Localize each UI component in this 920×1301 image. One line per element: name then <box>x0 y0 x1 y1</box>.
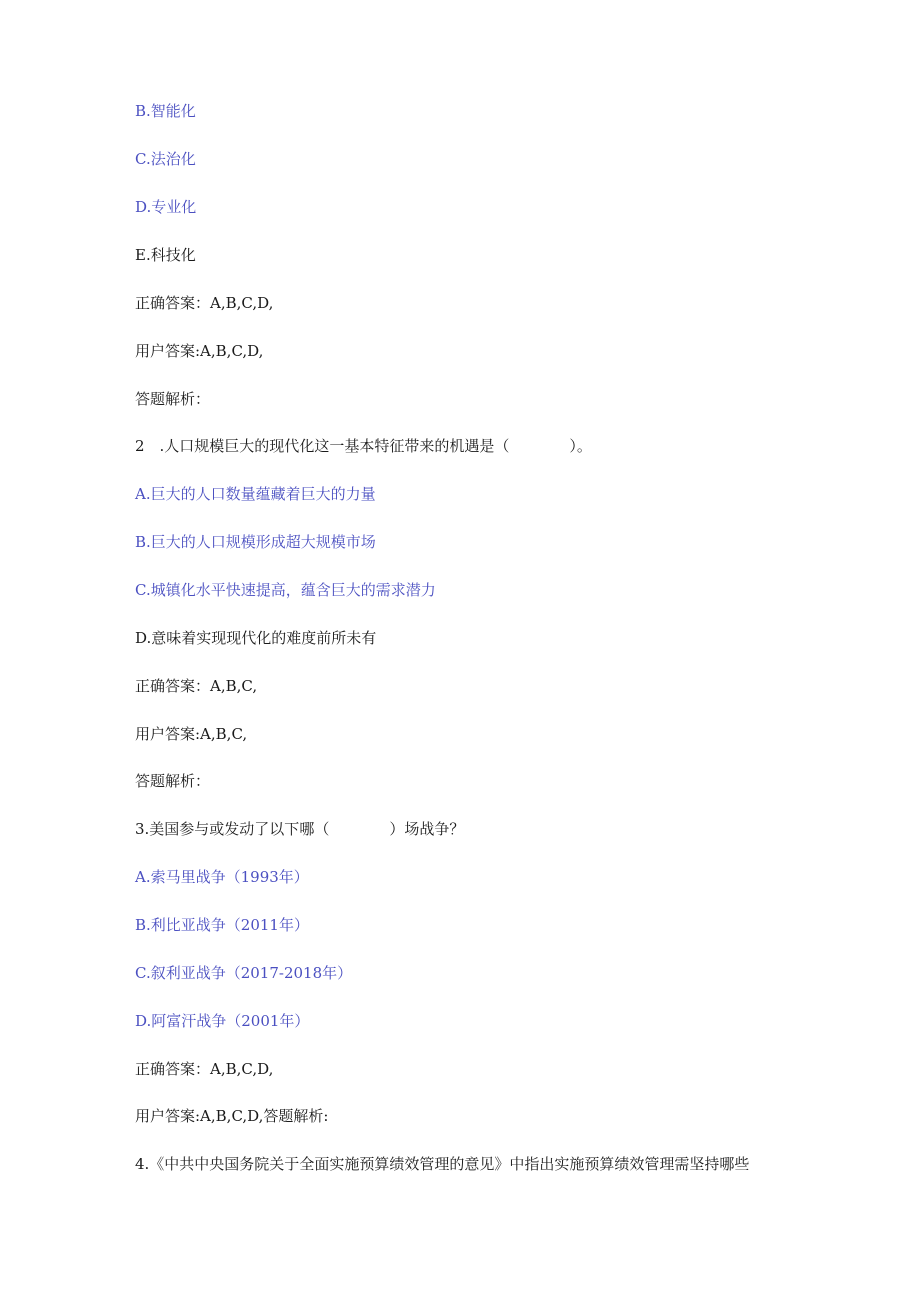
q1-user-answer: 用户答案:A,B,C,D, <box>135 342 264 360</box>
q1-option-d: D.专业化 <box>135 198 197 216</box>
q2-question: 2 .人口规模巨大的现代化这一基本特征带来的机遇是（ ）。 <box>135 437 592 455</box>
q3-question: 3.美国参与或发动了以下哪（ ）场战争？ <box>135 820 465 838</box>
q1-option-b: B.智能化 <box>135 102 196 120</box>
q2-option-a: A.巨大的人口数量蕴藏着巨大的力量 <box>135 485 376 503</box>
q4-question: 4.《中共中央国务院关于全面实施预算绩效管理的意见》中指出实施预算绩效管理需坚持哪些 <box>135 1155 750 1173</box>
q3-option-d: D.阿富汗战争（2001年） <box>135 1012 310 1030</box>
q3-option-c: C.叙利亚战争（2017-2018年） <box>135 964 353 982</box>
q2-option-d: D.意味着实现现代化的难度前所未有 <box>135 629 377 647</box>
q3-user-answer-and-analysis: 用户答案:A,B,C,D,答题解析: <box>135 1107 329 1125</box>
q3-correct-answer: 正确答案：A,B,C,D, <box>135 1060 274 1078</box>
q3-option-a: A.索马里战争（1993年） <box>135 868 309 886</box>
q1-option-c: C.法治化 <box>135 150 196 168</box>
q2-analysis-label: 答题解析： <box>135 772 211 790</box>
q1-analysis-label: 答题解析： <box>135 390 211 408</box>
q2-user-answer: 用户答案:A,B,C, <box>135 725 248 743</box>
q2-option-c: C.城镇化水平快速提高，蕴含巨大的需求潜力 <box>135 581 436 599</box>
q1-option-e: E.科技化 <box>135 246 196 264</box>
q1-correct-answer: 正确答案：A,B,C,D, <box>135 294 274 312</box>
q2-option-b: B.巨大的人口规模形成超大规模市场 <box>135 533 376 551</box>
q3-option-b: B.利比亚战争（2011年） <box>135 916 309 934</box>
q2-correct-answer: 正确答案：A,B,C, <box>135 677 258 695</box>
